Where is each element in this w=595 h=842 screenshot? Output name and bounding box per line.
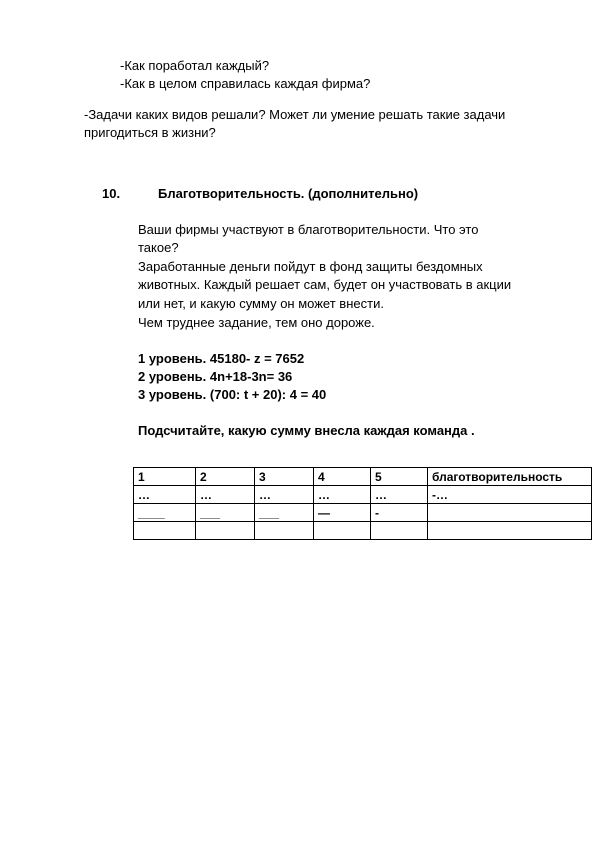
table-cell: -…: [428, 486, 592, 504]
level-1-equation: 1 уровень. 45180- z = 7652: [138, 351, 305, 366]
table-header-cell: благотворительность: [428, 468, 592, 486]
table-cell: [428, 522, 592, 540]
section-title: Благотворительность. (дополнительно): [158, 186, 419, 201]
question-how-each-worked: -Как поработал каждый?: [120, 58, 270, 73]
charity-table: [133, 467, 592, 540]
paragraph-line: животных. Каждый решает сам, будет он участвовать в акции: [138, 277, 512, 292]
table-cell: -: [371, 504, 428, 522]
table-cell: —: [314, 504, 371, 522]
paragraph-line: Чем труднее задание, тем оно дороже.: [138, 315, 375, 330]
table-cell: ___: [255, 504, 314, 522]
table-header-cell: 5: [371, 468, 428, 486]
table-header-cell: 4: [314, 468, 371, 486]
table-cell: ___: [196, 504, 255, 522]
question-task-types-line1: -Задачи каких видов решали? Может ли умение решать такие задачи: [84, 107, 506, 122]
task-instruction: Подсчитайте, какую сумму внесла каждая команда .: [138, 423, 475, 438]
table-cell: [428, 504, 592, 522]
table-cell: …: [134, 486, 196, 504]
paragraph-line: Ваши фирмы участвуют в благотворительности. Что это: [138, 222, 479, 237]
table-cell: [196, 522, 255, 540]
table-cell: …: [314, 486, 371, 504]
table-row: [134, 522, 592, 540]
table-cell: …: [371, 486, 428, 504]
question-how-each-firm-did: -Как в целом справилась каждая фирма?: [120, 76, 371, 91]
table-header-cell: 2: [196, 468, 255, 486]
table-cell: [255, 522, 314, 540]
table-header-cell: 1: [134, 468, 196, 486]
question-task-types-line2: пригодиться в жизни?: [84, 125, 216, 140]
table-cell: [371, 522, 428, 540]
paragraph-line: или нет, и какую сумму он может внести.: [138, 296, 384, 311]
level-2-equation: 2 уровень. 4n+18-3n= 36: [138, 369, 293, 384]
table-row: [134, 504, 592, 522]
table-cell: [314, 522, 371, 540]
table-cell: [134, 522, 196, 540]
table-header-row: [134, 468, 592, 486]
table-row: [134, 486, 592, 504]
table-cell: ____: [134, 504, 196, 522]
paragraph-line: Заработанные деньги пойдут в фонд защиты бездомных: [138, 259, 483, 274]
section-number: 10.: [102, 186, 121, 201]
table-header-cell: 3: [255, 468, 314, 486]
paragraph-line: такое?: [138, 240, 179, 255]
table-cell: …: [196, 486, 255, 504]
table-cell: …: [255, 486, 314, 504]
level-3-equation: 3 уровень. (700: t + 20): 4 = 40: [138, 387, 327, 402]
